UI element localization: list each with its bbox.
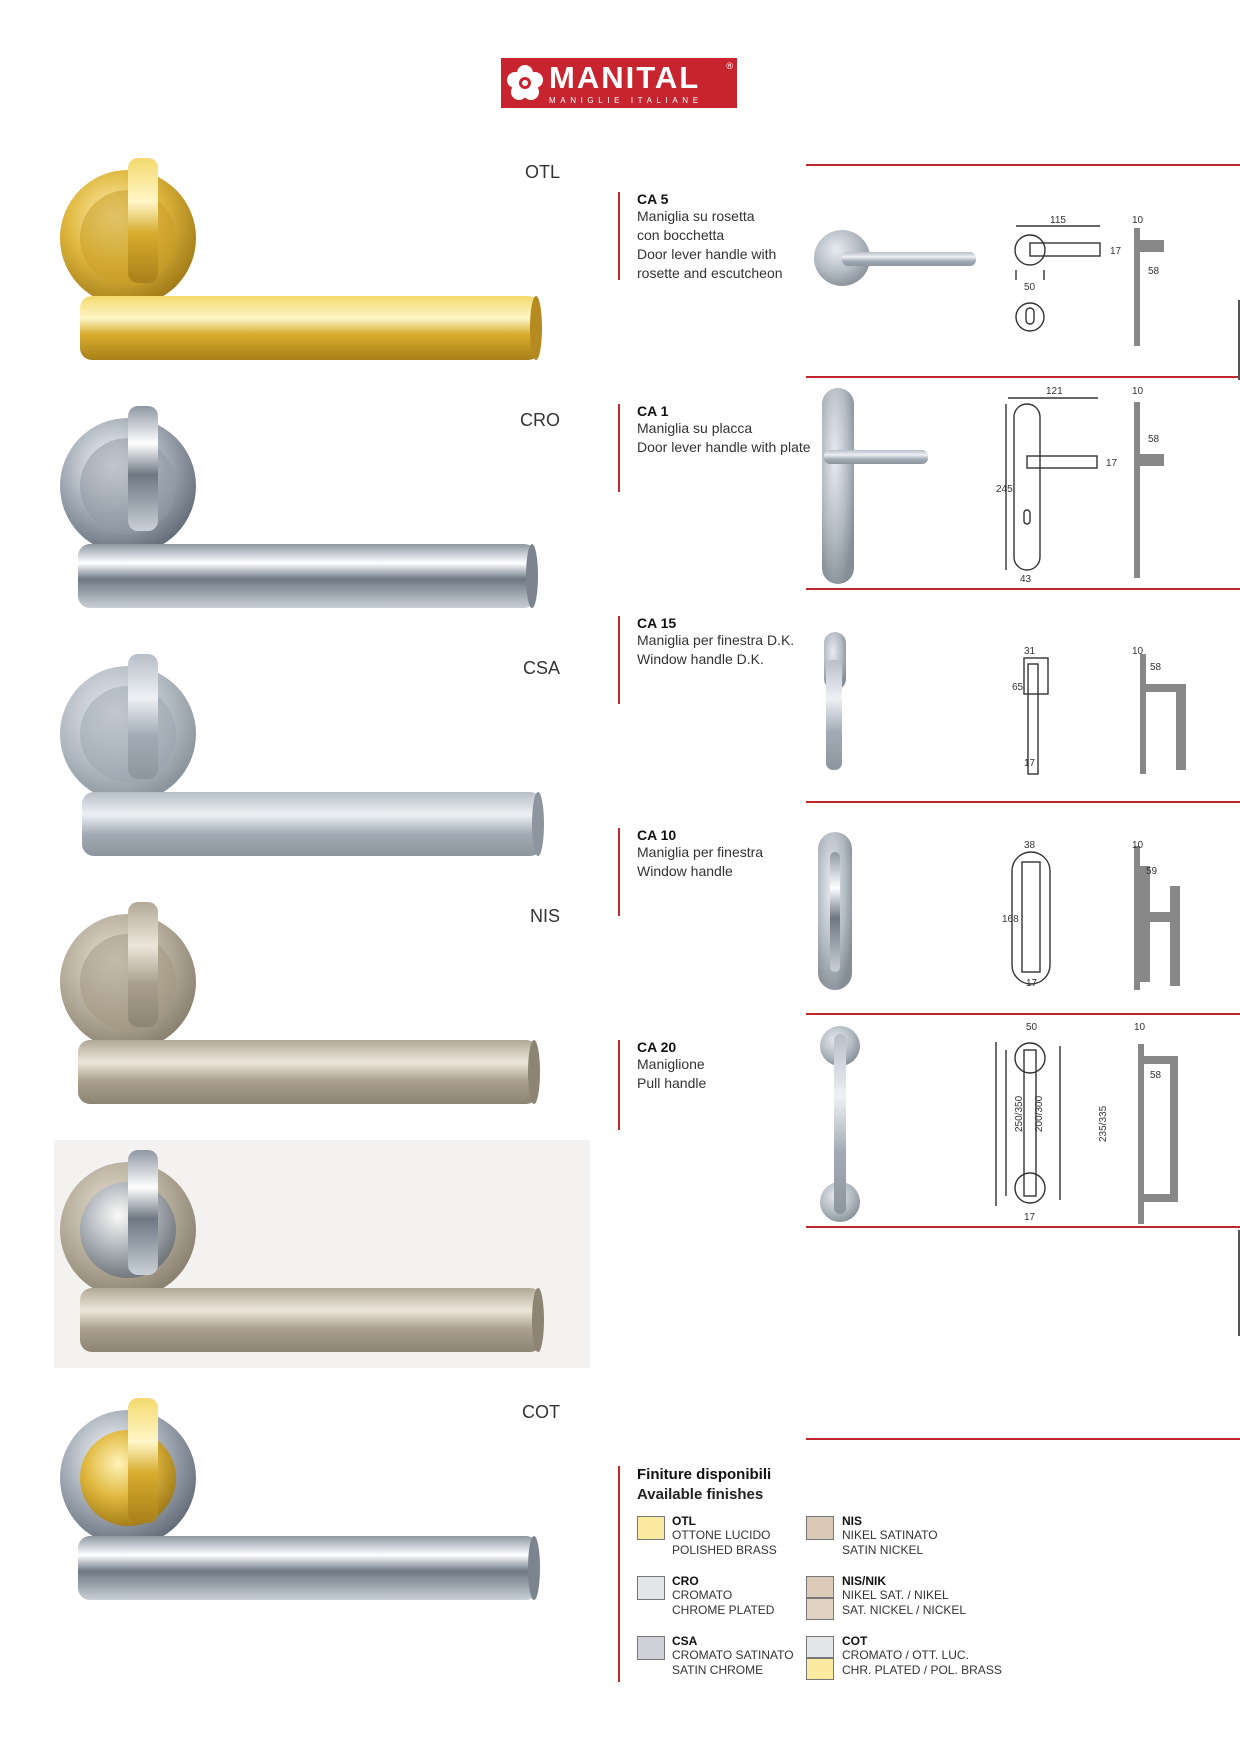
legend-line: OTTONE LUCIDO (672, 1528, 771, 1542)
ca15-technical-drawing (1024, 658, 1048, 774)
dim-label: 10 (1132, 840, 1144, 851)
dim-label: 59 (1146, 866, 1158, 877)
dim-label: 115 (1050, 215, 1066, 226)
ca5-photo (814, 230, 976, 286)
product-bar (618, 192, 620, 280)
legend-item-otl (672, 1514, 777, 1558)
swatch-nis-nik-top (806, 1576, 834, 1598)
legend-code: NIS/NIK (842, 1574, 887, 1588)
ca20-technical-drawing (996, 1042, 1060, 1206)
dim-label: 121 (1046, 386, 1063, 397)
legend-title: Finiture disponibili (637, 1466, 772, 1483)
swatch-cot-top (806, 1636, 834, 1658)
product-bar (618, 616, 620, 704)
legend-code: NIS (842, 1514, 863, 1528)
dim-label: 10 (1132, 215, 1144, 226)
dim-label: 38 (1024, 840, 1036, 851)
legend-line: NIKEL SATINATO (842, 1528, 938, 1542)
swatch-cro (637, 1576, 665, 1600)
divider-5 (806, 1013, 1240, 1015)
product-desc-line: con bocchetta (637, 227, 725, 243)
dim-label: 58 (1150, 1070, 1162, 1081)
product-code: CA 5 (637, 191, 669, 207)
swatch-cot-bottom (806, 1658, 834, 1680)
swatch-csa (637, 1636, 665, 1660)
product-desc-line: Door lever handle with plate (637, 439, 811, 455)
finish-label-cot: COT (522, 1402, 560, 1422)
product-bar (618, 404, 620, 492)
dim-label: 50 (1024, 282, 1036, 293)
product-desc-line: rosette and escutcheon (637, 265, 783, 281)
ca1-photo (822, 388, 928, 584)
legend-line: CHR. PLATED / POL. BRASS (842, 1663, 1002, 1677)
product-desc-line: Maniglia per finestra (637, 844, 764, 860)
product-ca15 (637, 615, 794, 669)
dim-label: 31 (1024, 646, 1036, 657)
legend-item-nis (842, 1514, 938, 1558)
legend-bar (618, 1466, 620, 1682)
dim-label: 10 (1132, 646, 1144, 657)
ca15-side-view (1140, 654, 1186, 774)
product-ca1 (637, 403, 811, 457)
dim-label: 43 (1020, 574, 1032, 585)
legend-line: CROMATO / OTT. LUC. (842, 1648, 969, 1662)
dim-label: 50 (1026, 1022, 1038, 1033)
legend-item-nis-nik (842, 1574, 966, 1618)
product-desc-line: Maniglione (637, 1056, 705, 1072)
legend-line: SATIN CHROME (672, 1663, 764, 1677)
legend-line: CROMATO SATINATO (672, 1648, 794, 1662)
dim-label: 10 (1132, 386, 1144, 397)
legend-item-cot (842, 1634, 1002, 1678)
divider-2 (806, 376, 1240, 378)
ca10-drawing (806, 826, 1240, 996)
ca10-photo (818, 832, 852, 990)
dim-label: 235/335 (1098, 1105, 1109, 1142)
dim-label: 65 (1012, 682, 1024, 693)
product-code: CA 10 (637, 827, 677, 843)
ca15-photo (824, 632, 846, 770)
dim-label: 250/350 (1014, 1095, 1025, 1132)
ca20-drawing (806, 1016, 1240, 1226)
product-desc-line: Window handle (637, 863, 733, 879)
dim-label: 58 (1148, 434, 1160, 445)
handle-photo-otl (60, 158, 542, 360)
swatch-otl (637, 1516, 665, 1540)
divider-6 (806, 1226, 1240, 1228)
legend-code: CSA (672, 1634, 698, 1648)
swatch-nis-nik-bottom (806, 1598, 834, 1620)
divider-1 (806, 164, 1240, 166)
dim-label: 58 (1148, 266, 1160, 277)
dim-label: 17 (1024, 758, 1036, 769)
flower-icon (505, 63, 545, 103)
handle-photo-cro (60, 406, 538, 608)
dim-label: 58 (1150, 662, 1162, 673)
handle-photo-cot (60, 1398, 540, 1600)
ca15-drawing (806, 620, 1240, 780)
dim-label: 245 (996, 484, 1013, 495)
divider-3 (806, 588, 1240, 590)
legend-code: COT (842, 1634, 868, 1648)
ca1-side-view (1134, 402, 1164, 578)
legend-line: CROMATO (672, 1588, 733, 1602)
handle-photo-nis (60, 902, 540, 1104)
dim-label: 17 (1106, 458, 1118, 469)
legend-line: CHROME PLATED (672, 1603, 775, 1617)
divider-4 (806, 801, 1240, 803)
legend-item-cro (672, 1574, 774, 1618)
divider-7 (806, 1438, 1240, 1440)
handle-photo-csa (60, 654, 544, 856)
product-bar (618, 1040, 620, 1130)
dim-label: 168 (1002, 914, 1019, 925)
legend-line: SAT. NICKEL / NICKEL (842, 1603, 967, 1617)
ca5-side-view (1134, 228, 1164, 346)
brand-tagline: MANIGLIE ITALIANE (549, 96, 703, 105)
product-bar (618, 828, 620, 916)
legend-code: OTL (672, 1514, 696, 1528)
product-code: CA 15 (637, 615, 677, 631)
product-ca20 (637, 1039, 706, 1093)
legend-line: NIKEL SAT. / NIKEL (842, 1588, 949, 1602)
product-desc-line: Maniglia su rosetta (637, 208, 755, 224)
product-desc-line: Door lever handle with (637, 246, 777, 262)
handle-photo-nis-nik (54, 1140, 590, 1368)
dim-label: 17 (1026, 978, 1038, 989)
registered-mark: ® (726, 61, 733, 71)
ca5-drawing (806, 200, 1240, 350)
dim-label: 200/300 (1034, 1095, 1045, 1132)
brand-logo (501, 58, 737, 108)
finish-label-csa: CSA (522, 658, 560, 678)
product-desc-line: Maniglia per finestra D.K. (637, 632, 795, 648)
handle-photos (0, 140, 600, 1620)
product-code: CA 1 (637, 403, 669, 419)
dim-label: 17 (1110, 246, 1122, 257)
finish-label-cro: CRO (520, 410, 560, 430)
legend-code: CRO (672, 1574, 699, 1588)
ca5-technical-drawing (1015, 226, 1100, 331)
legend-line: SATIN NICKEL (842, 1543, 924, 1557)
product-ca5 (637, 191, 783, 283)
ca1-technical-drawing (1006, 398, 1098, 570)
product-desc-line: Maniglia su placca (637, 420, 753, 436)
dim-label: 10 (1134, 1022, 1146, 1033)
product-code: CA 20 (637, 1039, 677, 1055)
dim-label: 17 (1024, 1212, 1036, 1223)
legend-item-csa (672, 1634, 794, 1678)
swatch-nis (806, 1516, 834, 1540)
product-ca10 (637, 827, 763, 881)
brand-name: MANITAL (549, 60, 701, 95)
finish-label-otl: OTL (524, 162, 560, 182)
finish-label-nis: NIS (529, 906, 560, 926)
legend-line: POLISHED BRASS (672, 1543, 777, 1557)
ca20-photo (820, 1026, 860, 1222)
product-desc-line: Pull handle (637, 1075, 707, 1091)
ca1-drawing (806, 380, 1240, 586)
legend-subtitle: Available finishes (637, 1486, 764, 1503)
product-desc-line: Window handle D.K. (637, 651, 764, 667)
